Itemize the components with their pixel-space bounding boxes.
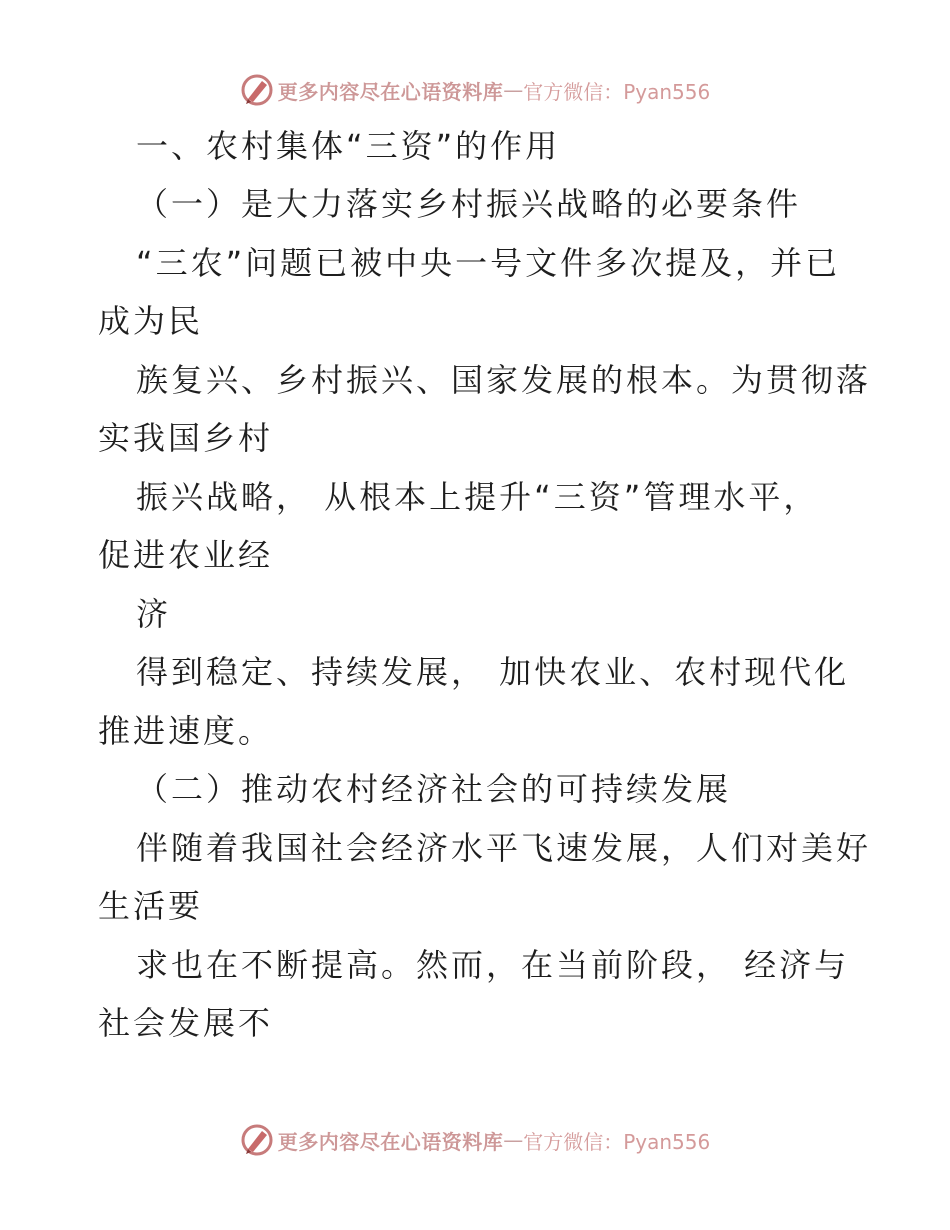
paragraph-line: 族复兴、乡村振兴、国家发展的根本。为贯彻落 [136, 361, 872, 399]
paragraph-line: 促进农业经 [98, 536, 274, 574]
footer-wechat-text: 官方微信：Pyan556 [523, 1129, 711, 1154]
paragraph-line: 生活要 [98, 887, 204, 925]
footer-separator: — [503, 1128, 524, 1152]
paragraph-line: 得到稳定、持续发展， 加快农业、农村现代化 [136, 653, 850, 691]
header-brand-text: 更多内容尽在心语资料库 [277, 79, 504, 104]
red-pen-logo-icon [240, 1123, 274, 1157]
paragraph-line: 济 [136, 595, 172, 633]
header-separator: — [503, 78, 524, 102]
footer-brand-text: 更多内容尽在心语资料库 [277, 1129, 504, 1154]
paragraph-line: 伴随着我国社会经济水平飞速发展，人们对美好 [136, 829, 872, 867]
subsection-heading-2: （二）推动农村经济社会的可持续发展 [136, 770, 732, 808]
paragraph-line: “三农”问题已被中央一号文件多次提及，并已 [136, 244, 841, 282]
subsection-heading-1: （一）是大力落实乡村振兴战略的必要条件 [136, 185, 802, 223]
paragraph-line: 推进速度。 [98, 712, 274, 750]
paragraph-line: 振兴战略， 从根本上提升“三资”管理水平， [136, 478, 819, 516]
section-heading: 一、农村集体“三资”的作用 [136, 127, 561, 165]
paragraph-line: 求也在不断提高。然而，在当前阶段， 经济与 [136, 946, 850, 984]
paragraph-line: 成为民 [98, 302, 204, 340]
header-wechat-text: 官方微信：Pyan556 [523, 79, 711, 104]
paragraph-line: 社会发展不 [98, 1004, 274, 1042]
header-watermark [0, 70, 950, 110]
paragraph-line: 实我国乡村 [98, 419, 274, 457]
red-pen-logo-icon [240, 73, 274, 107]
footer-watermark [0, 1120, 950, 1160]
